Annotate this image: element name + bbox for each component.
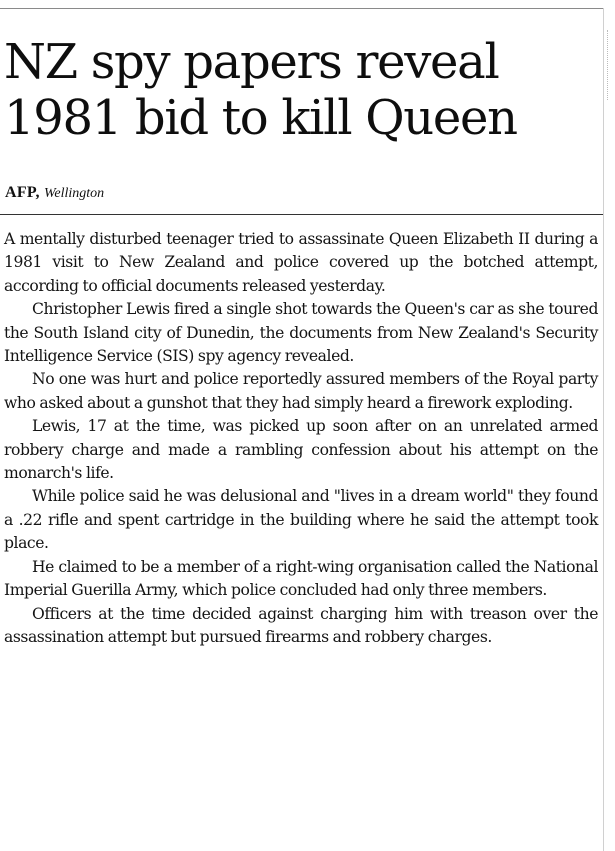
- column-right-rule: [603, 8, 604, 851]
- page-edge-mark: [607, 30, 615, 100]
- byline-dateline: Wellington: [43, 186, 105, 201]
- paragraph-4: Lewis, 17 at the time, was picked up soon after on an unrelated armed robbery charge and made a rambling confession about his attempt on the monarch's life.: [4, 417, 598, 483]
- byline-rule: [0, 214, 603, 215]
- headline-line-1: NZ spy papers reveal: [4, 34, 499, 90]
- byline: [5, 185, 104, 202]
- paragraph-7: Officers at the time decided against charging him with treason over the assassination attempt but pursued firearms and robbery charges.: [4, 604, 598, 646]
- top-rule: [0, 8, 603, 9]
- paragraph-3: No one was hurt and police reportedly assured members of the Royal party who asked about a gunshot that they had simply heard a firework exploding.: [4, 370, 598, 412]
- paragraph-6: He claimed to be a member of a right-wing organisation called the National Imperial Guerilla Army, which police concluded had only three members.: [4, 557, 598, 600]
- byline-agency: AFP,: [5, 184, 40, 201]
- headline: [4, 34, 600, 146]
- paragraph-5: While police said he was delusional and "lives in a dream world" they found a .22 rifle and spent cartridge in the building where he said the attempt took place.: [4, 487, 598, 553]
- paragraph-1: A mentally disturbed teenager tried to assassinate Queen Elizabeth II during a 1981 visit to New Zealand and police covered up the botched attempt, according to official documents released yesterday.: [4, 230, 598, 295]
- paragraph-2: Christopher Lewis fired a single shot towards the Queen's car as she toured the South Island city of Dunedin, the documents from New Zealand's Security Intelligence Service (SIS) spy agency revealed.: [4, 300, 598, 366]
- article-body: [4, 228, 598, 649]
- headline-line-2: 1981 bid to kill Queen: [4, 90, 517, 146]
